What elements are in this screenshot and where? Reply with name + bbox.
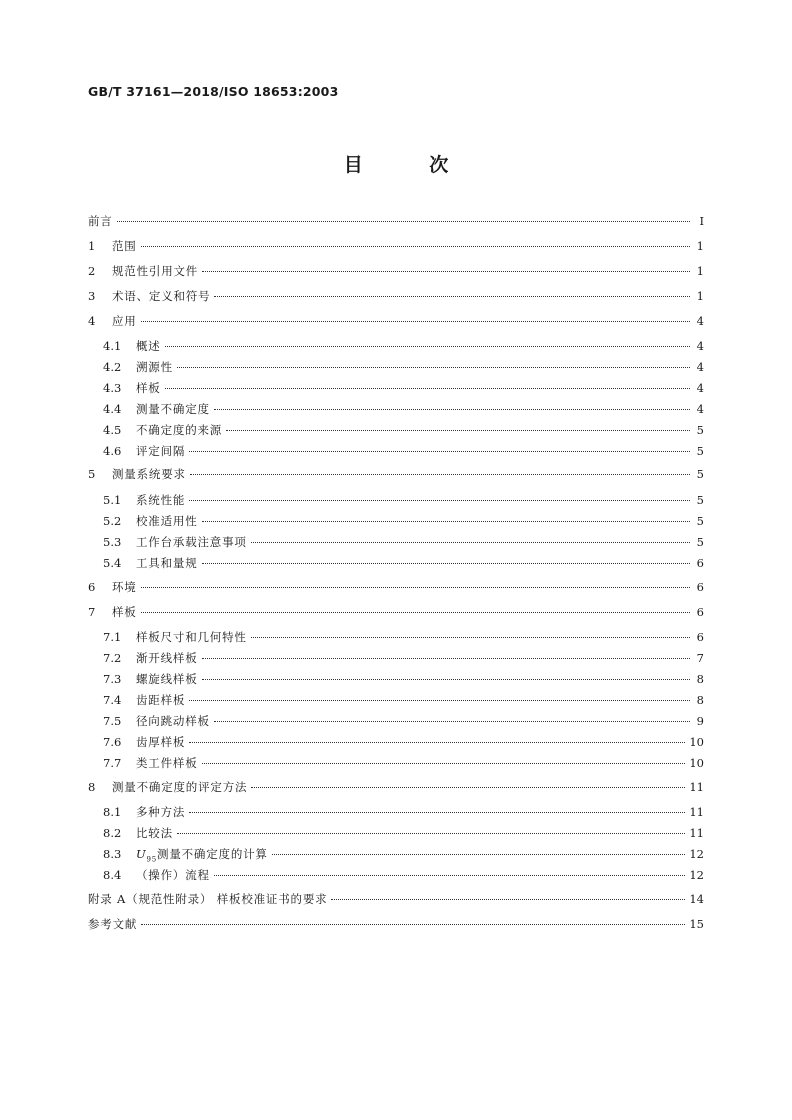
toc-entry-page-number: 12 bbox=[689, 868, 704, 882]
toc-entry[interactable] bbox=[103, 846, 704, 866]
toc-entry[interactable] bbox=[88, 891, 704, 911]
toc-entry-number: 4.6 bbox=[103, 444, 122, 458]
toc-entry-page-number: 1 bbox=[696, 239, 704, 253]
toc-entry[interactable] bbox=[103, 380, 704, 400]
toc-entry[interactable] bbox=[103, 338, 704, 358]
toc-entry-number: 7.5 bbox=[103, 714, 122, 728]
toc-entry-number: 7.3 bbox=[103, 672, 122, 686]
toc-dot-leader bbox=[251, 787, 685, 788]
toc-entry-page-number: 8 bbox=[696, 672, 704, 686]
toc-entry-title: 溯源性 bbox=[136, 360, 173, 374]
toc-entry-number: 2 bbox=[88, 264, 96, 278]
toc-entry-number: 5.4 bbox=[103, 556, 122, 570]
toc-entry-title: 样板 bbox=[136, 381, 161, 395]
toc-entry-page-number: 10 bbox=[689, 756, 704, 770]
page-title: 目 次 bbox=[343, 154, 479, 176]
toc-entry-title: 环境 bbox=[112, 580, 137, 594]
toc-dot-leader bbox=[214, 875, 686, 876]
toc-entry-number: 8 bbox=[88, 780, 96, 794]
toc-entry[interactable] bbox=[103, 443, 704, 463]
toc-entry-title: 测量系统要求 bbox=[112, 467, 186, 481]
toc-entry[interactable] bbox=[88, 213, 704, 233]
toc-dot-leader bbox=[189, 742, 685, 743]
toc-entry-page-number: 6 bbox=[696, 605, 704, 619]
toc-entry-title: 渐开线样板 bbox=[136, 651, 198, 665]
toc-entry[interactable] bbox=[103, 422, 704, 442]
toc-dot-leader bbox=[117, 221, 690, 222]
toc-dot-leader bbox=[202, 763, 686, 764]
toc-entry-title: 测量不确定度的评定方法 bbox=[112, 780, 248, 794]
toc-entry-title: 径向跳动样板 bbox=[136, 714, 210, 728]
toc-entry-number: 4.4 bbox=[103, 402, 122, 416]
toc-entry-title: 校准适用性 bbox=[136, 514, 198, 528]
toc-entry-page-number: 6 bbox=[696, 630, 704, 644]
toc-dot-leader bbox=[202, 679, 691, 680]
toc-entry-title: 前言 bbox=[88, 214, 113, 228]
toc-entry[interactable] bbox=[103, 692, 704, 712]
toc-entry[interactable] bbox=[103, 492, 704, 512]
toc-dot-leader bbox=[202, 658, 691, 659]
toc-entry-title: 附录 A（规范性附录） 样板校准证书的要求 bbox=[88, 892, 328, 906]
toc-entry-title: 工具和量规 bbox=[136, 556, 198, 570]
toc-dot-leader bbox=[177, 833, 685, 834]
toc-entry-number: 8.1 bbox=[103, 805, 122, 819]
toc-entry-number: 7.2 bbox=[103, 651, 122, 665]
toc-entry-number: 7.4 bbox=[103, 693, 122, 707]
toc-entry-page-number: 5 bbox=[696, 423, 704, 437]
toc-entry-title: 范围 bbox=[112, 239, 137, 253]
toc-entry[interactable] bbox=[103, 534, 704, 554]
toc-entry[interactable] bbox=[103, 671, 704, 691]
toc-dot-leader bbox=[190, 474, 690, 475]
toc-dot-leader bbox=[202, 563, 691, 564]
toc-entry-number: 4 bbox=[88, 314, 96, 328]
toc-entry-title: 测量不确定度 bbox=[136, 402, 210, 416]
toc-entry-number: 1 bbox=[88, 239, 96, 253]
toc-entry-number: 4.2 bbox=[103, 360, 122, 374]
toc-dot-leader bbox=[141, 612, 690, 613]
toc-entry-page-number: 10 bbox=[689, 735, 704, 749]
toc-entry-page-number: 6 bbox=[696, 556, 704, 570]
toc-entry-number: 7.6 bbox=[103, 735, 122, 749]
toc-entry[interactable] bbox=[103, 650, 704, 670]
toc-entry-page-number: Ⅰ bbox=[699, 214, 704, 228]
toc-dot-leader bbox=[189, 500, 690, 501]
toc-entry-page-number: 4 bbox=[696, 381, 704, 395]
toc-dot-leader bbox=[226, 430, 690, 431]
toc-dot-leader bbox=[214, 409, 690, 410]
toc-entry-number: 3 bbox=[88, 289, 96, 303]
toc-entry-title: 不确定度的来源 bbox=[136, 423, 223, 437]
toc-entry-page-number: 4 bbox=[696, 402, 704, 416]
toc-entry-title: 应用 bbox=[112, 314, 137, 328]
toc-entry-page-number: 1 bbox=[696, 264, 704, 278]
toc-entry-title: 齿厚样板 bbox=[136, 735, 186, 749]
toc-entry-page-number: 7 bbox=[696, 651, 704, 665]
toc-entry-title: 样板尺寸和几何特性 bbox=[136, 630, 247, 644]
toc-dot-leader bbox=[177, 367, 690, 368]
toc-entry-page-number: 8 bbox=[696, 693, 704, 707]
standard-code-header: GB/T 37161—2018/ISO 18653:2003 bbox=[88, 84, 339, 99]
toc-entry[interactable] bbox=[103, 629, 704, 649]
toc-entry[interactable] bbox=[103, 867, 704, 887]
toc-entry-title: 工作台承载注意事项 bbox=[136, 535, 247, 549]
toc-entry[interactable] bbox=[88, 466, 704, 486]
toc-entry-number: 5 bbox=[88, 467, 96, 481]
toc-entry-title: 评定间隔 bbox=[136, 444, 186, 458]
toc-dot-leader bbox=[189, 451, 690, 452]
toc-dot-leader bbox=[141, 924, 685, 925]
toc-entry[interactable] bbox=[103, 734, 704, 754]
toc-entry-title: 规范性引用文件 bbox=[112, 264, 199, 278]
toc-entry-page-number: 14 bbox=[689, 892, 704, 906]
toc-entry-title: 样板 bbox=[112, 605, 137, 619]
toc-entry-title: 螺旋线样板 bbox=[136, 672, 198, 686]
toc-entry-page-number: 4 bbox=[696, 339, 704, 353]
toc-entry[interactable] bbox=[103, 513, 704, 533]
toc-entry[interactable] bbox=[103, 713, 704, 733]
toc-entry-number: 8.4 bbox=[103, 868, 122, 882]
toc-entry-title: 比较法 bbox=[136, 826, 173, 840]
toc-dot-leader bbox=[189, 700, 690, 701]
toc-entry-number: 7.7 bbox=[103, 756, 122, 770]
toc-entry-number: 5.3 bbox=[103, 535, 122, 549]
toc-entry[interactable] bbox=[88, 313, 704, 333]
toc-entry-page-number: 11 bbox=[689, 805, 704, 819]
toc-entry-page-number: 5 bbox=[696, 467, 704, 481]
toc-entry-title: （操作）流程 bbox=[136, 868, 210, 882]
toc-entry[interactable] bbox=[103, 755, 704, 775]
toc-entry-page-number: 1 bbox=[696, 289, 704, 303]
toc-dot-leader bbox=[189, 812, 685, 813]
toc-entry[interactable] bbox=[103, 555, 704, 575]
toc-entry[interactable] bbox=[88, 604, 704, 624]
toc-entry-number: 7 bbox=[88, 605, 96, 619]
toc-entry-title: 概述 bbox=[136, 339, 161, 353]
toc-entry-number: 4.1 bbox=[103, 339, 122, 353]
toc-entry-page-number: 4 bbox=[696, 314, 704, 328]
toc-entry[interactable] bbox=[88, 579, 704, 599]
toc-dot-leader bbox=[141, 587, 690, 588]
toc-entry[interactable] bbox=[88, 288, 704, 308]
toc-entry-page-number: 15 bbox=[689, 917, 704, 931]
toc-entry-title: 多种方法 bbox=[136, 805, 186, 819]
toc-entry-number: 7.1 bbox=[103, 630, 122, 644]
toc-entry-title: 术语、定义和符号 bbox=[112, 289, 211, 303]
toc-entry[interactable] bbox=[103, 359, 704, 379]
toc-entry-title: 系统性能 bbox=[136, 493, 186, 507]
toc-dot-leader bbox=[272, 854, 686, 855]
toc-entry-page-number: 5 bbox=[696, 493, 704, 507]
toc-entry-number: 4.5 bbox=[103, 423, 122, 437]
toc-entry-number: 5.1 bbox=[103, 493, 122, 507]
toc-entry-page-number: 11 bbox=[689, 780, 704, 794]
toc-dot-leader bbox=[202, 271, 690, 272]
toc-entry[interactable] bbox=[88, 238, 704, 258]
toc-entry[interactable] bbox=[103, 804, 704, 824]
toc-entry-page-number: 9 bbox=[696, 714, 704, 728]
toc-entry-page-number: 5 bbox=[696, 535, 704, 549]
toc-entry-number: 6 bbox=[88, 580, 96, 594]
toc-entry[interactable] bbox=[88, 916, 704, 936]
toc-entry-number: 5.2 bbox=[103, 514, 122, 528]
toc-dot-leader bbox=[165, 388, 690, 389]
toc-dot-leader bbox=[214, 296, 690, 297]
toc-entry[interactable] bbox=[103, 401, 704, 421]
toc-entry[interactable] bbox=[88, 263, 704, 283]
toc-entry-page-number: 5 bbox=[696, 514, 704, 528]
toc-entry-page-number: 11 bbox=[689, 826, 704, 840]
toc-dot-leader bbox=[165, 346, 690, 347]
toc-entry-number: 8.3 bbox=[103, 847, 122, 861]
toc-dot-leader bbox=[251, 637, 690, 638]
toc-entry-number: 4.3 bbox=[103, 381, 122, 395]
toc-entry-title: $U_{95}$测量不确定度的计算 bbox=[136, 847, 268, 864]
toc-entry-page-number: 12 bbox=[689, 847, 704, 861]
toc-dot-leader bbox=[141, 246, 690, 247]
toc-dot-leader bbox=[214, 721, 690, 722]
toc-entry-page-number: 5 bbox=[696, 444, 704, 458]
toc-entry-title: 类工件样板 bbox=[136, 756, 198, 770]
toc-dot-leader bbox=[251, 542, 690, 543]
toc-entry[interactable] bbox=[88, 779, 704, 799]
toc-entry-title: 参考文献 bbox=[88, 917, 138, 931]
toc-entry-page-number: 4 bbox=[696, 360, 704, 374]
toc-dot-leader bbox=[202, 521, 691, 522]
toc-entry-title: 齿距样板 bbox=[136, 693, 186, 707]
toc-dot-leader bbox=[141, 321, 690, 322]
toc-entry[interactable] bbox=[103, 825, 704, 845]
toc-entry-page-number: 6 bbox=[696, 580, 704, 594]
toc-dot-leader bbox=[331, 899, 685, 900]
toc-entry-number: 8.2 bbox=[103, 826, 122, 840]
